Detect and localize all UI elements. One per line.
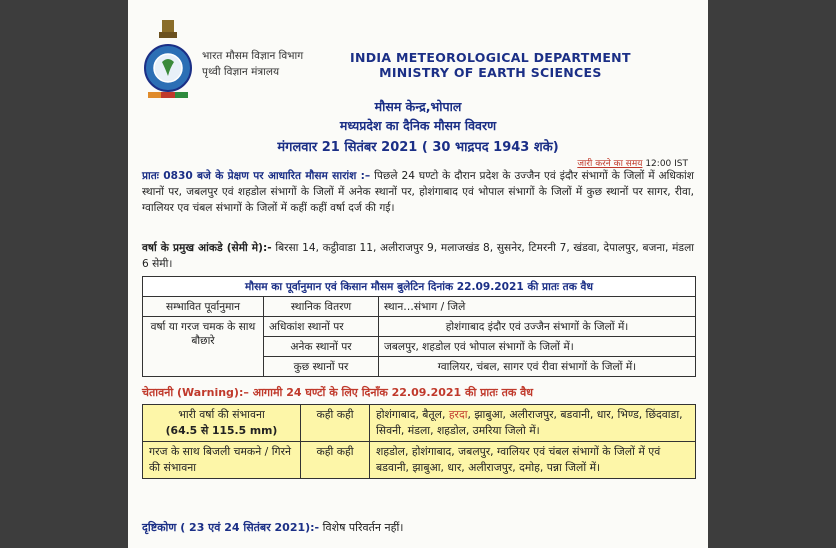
- weather-center: मौसम केन्द्र,भोपाल: [374, 99, 462, 114]
- issue-time-value: 12:00 IST: [645, 159, 688, 169]
- outlook-lead: दृष्टिकोण ( 23 एवं 24 सितंबर 2021):-: [142, 521, 320, 534]
- warning-row-lightning: [143, 442, 696, 479]
- warning-hazard-line: भारी वर्षा की संभावना: [178, 408, 265, 421]
- bulletin-page: [128, 0, 708, 548]
- rainfall-text: बिरसा 14, कट्ठीवाडा 11, अलीराजपुर 9, मलाजखंड 8, सुसनेर, टिमरनी 7, खंडवा, देपालपुर, बजना, मंडला 6 सेमी।: [142, 242, 694, 270]
- english-org-line2: MINISTRY OF EARTH SCIENCES: [379, 65, 602, 80]
- summary-lead: प्रातः 0830 बजे के प्रेक्षण पर आधारित मौसम सारांश :–: [142, 170, 371, 182]
- warning-hazard: [143, 405, 301, 442]
- warning-hazard: गरज के साथ बिजली चमकने / गिरने की संभावना: [143, 442, 301, 479]
- warning-places: [370, 405, 696, 442]
- forecast-distribution: कुछ स्थानों पर: [264, 357, 379, 377]
- hindi-org-line1: भारत मौसम विज्ञान विभाग: [202, 50, 304, 62]
- bulletin-date: मंगलवार 21 सितंबर 2021 ( 30 भाद्रपद 1943 शके): [277, 140, 559, 155]
- hindi-org-line2: पृथ्वी विज्ञान मंत्रालय: [202, 66, 280, 78]
- warning-distribution: कही कही: [301, 442, 370, 479]
- warning-table: [142, 404, 696, 479]
- outlook-text: विशेष परिवर्तन नहीं।: [319, 521, 404, 534]
- warning-row-heavy-rain: [143, 405, 696, 442]
- forecast-places: जबलपुर, शहडोल एवं भोपाल संभागों के जिलों में।: [379, 337, 696, 357]
- imd-emblem-logo: [142, 18, 194, 102]
- forecast-table-title: मौसम का पूर्वानुमान एवं किसान मौसम बुलेटिन दिनांक 22.09.2021 की प्रातः तक वैध: [143, 277, 696, 297]
- summary-text: पिछले 24 घण्टो के दौरान प्रदेश के उज्जैन एवं इंदौर संभागों के जिलों में अधिकांश स्थानों पर, जबलपुर एवं शहडोल संभागों के जिलों में अनेक स्थानों पर, होशंगाबाद एवं भोपाल संभागों के जिलों में कुछ स्थानों पर सागर, रीवा, ग्वालियर एव चंबल संभागों के जिलों में कहीं कहीं वर्षा दर्ज की गई।: [142, 170, 694, 214]
- warning-places-part: , झाबुआ, अलीराजपुर, बडवानी, धार, भिण्ड, छिंदवाडा, सिवनी, मंडला, शहडोल, उमरिया जिलो में।: [376, 408, 683, 437]
- warning-label: चेतावनी (Warning):–: [142, 386, 249, 399]
- weather-summary: [142, 168, 694, 216]
- forecast-condition: वर्षा या गरज चमक के साथ बौछारे: [143, 317, 264, 377]
- forecast-header-places: स्थान…संभाग / जिले: [379, 297, 696, 317]
- warning-heading: [142, 384, 696, 402]
- forecast-header-distribution: स्थानिक वितरण: [264, 297, 379, 317]
- forecast-table: [142, 276, 696, 377]
- forecast-places: ग्वालियर, चंबल, सागर एवं रीवा संभागों के जिलों में।: [379, 357, 696, 377]
- forecast-distribution: अधिकांश स्थानों पर: [264, 317, 379, 337]
- forecast-header-forecast: सम्भावित पूर्वानुमान: [143, 297, 264, 317]
- warning-text: आगामी 24 घण्टों के लिए दिनाँक 22.09.2021 की प्रातः तक वैध: [248, 386, 534, 399]
- warning-places: शहडोल, होशंगाबाद, जबलपुर, ग्वालियर एवं चंबल संभागों के जिलों में एवं बडवानी, झाबुआ, धार, अलीराजपुर, दमोह, पन्ना जिलों में।: [370, 442, 696, 479]
- english-org-line1: INDIA METEOROLOGICAL DEPARTMENT: [350, 50, 631, 65]
- forecast-places: होशंगाबाद इंदौर एवं उज्जैन संभागों के जिलों में।: [379, 317, 696, 337]
- bulletin-title: मध्यप्रदेश का दैनिक मौसम विवरण: [339, 118, 497, 133]
- issue-time-label: जारी करने का समय: [577, 159, 643, 169]
- outlook: [142, 520, 403, 535]
- warning-places-part: होशंगाबाद, बैतूल,: [376, 408, 449, 421]
- rainfall-figures: [142, 240, 694, 272]
- english-org-name: [350, 50, 631, 80]
- warning-places-highlight: हरदा: [448, 408, 468, 421]
- warning-hazard-range: (64.5 से 115.5 mm): [165, 424, 278, 437]
- hindi-org-name: [202, 48, 303, 80]
- warning-distribution: कही कही: [301, 405, 370, 442]
- rainfall-lead: वर्षा के प्रमुख आंकडे (सेमी मे):-: [142, 242, 272, 254]
- forecast-distribution: अनेक स्थानों पर: [264, 337, 379, 357]
